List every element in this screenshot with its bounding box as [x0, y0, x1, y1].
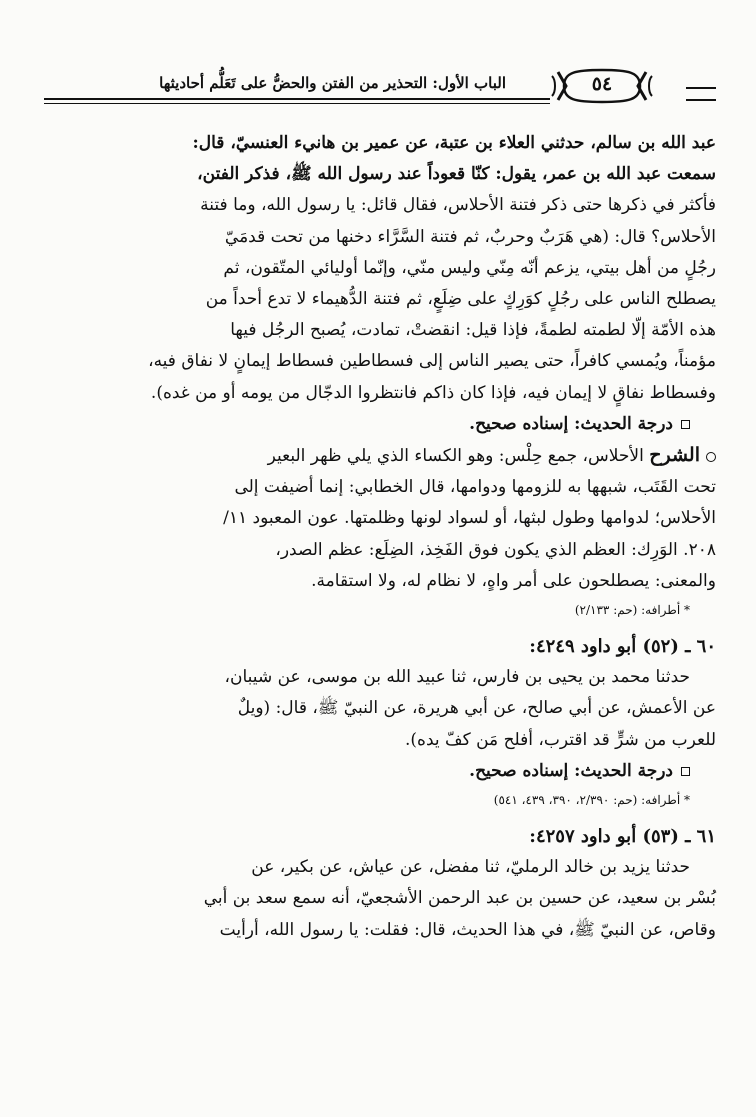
text-line: ٢٠٨. الوَرِك: العظم الذي يكون فوق الفَخِذ، الضِلَع: عظم الصدر، [275, 539, 716, 560]
header-rule-thin [44, 103, 550, 104]
text-line: للعرب من شرٍّ قد اقترب، أفلح مَن كفّ يده). [405, 729, 716, 750]
text-line: وفسطاط نفاقٍ لا إيمان فيه، فإذا كان ذاكم فانتظروا الدجّال من يومه أو من غده). [150, 382, 716, 403]
atraf-line: * أطرافه: (حم: ٢/٣٩٠، ٣٩٠، ٤٣٩، ٥٤١) [493, 793, 690, 808]
header-double-dash [686, 87, 716, 101]
page-header [44, 68, 716, 110]
text-line: فأكثر في ذكرها حتى ذكر فتنة الأحلاس، فقال قائل: يا رسول الله، وما فتنة [200, 195, 716, 216]
sharh-line [46, 440, 716, 472]
text-line: والمعنى: يصطلحون على أمر واهٍ، لا نظام له، ولا استقامة. [311, 570, 716, 591]
text-line: الأحلاس؟ قال: (هي هَرَبٌ وحربٌ، ثم فتنة السَّرَّاء دخنها من تحت قدمَيّ [224, 226, 716, 247]
hadith-grade [46, 409, 716, 440]
page-number-badge [550, 66, 654, 106]
text-line: عن الأعمش، عن أبي صالح، عن أبي هريرة، عن النبيّ ﷺ، قال: (ويلٌ [237, 698, 716, 719]
hadith-grade [46, 756, 716, 787]
sharh-text: الأحلاس، جمع حِلْس: وهو الكساء الذي يلي ظهر البعير [267, 446, 644, 467]
text-span: سمعت عبد الله بن عمر، يقول: كنّا قعوداً عند رسول الله ﷺ، فذكر الفتن، [197, 164, 716, 185]
text-line: هذه الأمّة إلّا لطمته لطمةً، فإذا قيل: انقضتْ، تمادت، يُصبح الرجُل فيها [230, 320, 716, 341]
text-line: حدثنا محمد بن يحيى بن فارس، ثنا عبيد الله بن موسى، عن شيبان، [224, 667, 690, 688]
page-number: ٥٤ [591, 73, 613, 95]
grade-text: درجة الحديث: إسناده صحيح. [469, 413, 673, 434]
atraf-line: * أطرافه: (حم: ٢/١٣٣) [574, 603, 690, 618]
text-line: عبد الله بن سالم، حدثني العلاء بن عتبة، عن عمير بن هانيء العنسيّ، قال: [192, 133, 716, 153]
text-line: وقاص، عن النبيّ ﷺ، في هذا الحديث، قال: فقلت: يا رسول الله، أرأيت [219, 919, 716, 940]
sharh-label: الشرح [649, 444, 700, 467]
hadith-heading: ٦١ ـ (٥٣) أبو داود ٤٢٥٧: [529, 826, 716, 848]
text-line: مؤمناً، ويُمسي كافراً، حتى يصير الناس إلى فسطاطين فسطاط إيمانٍ لا نفاق فيه، [148, 351, 716, 372]
text-line: تحت القَتَب، شبهها به للزومها ودوامها، قال الخطابي: إنما أضيفت إلى [234, 477, 716, 498]
square-bullet-icon [681, 420, 690, 429]
text-line [46, 159, 716, 190]
circle-bullet-icon [706, 452, 716, 462]
text-line: رجُلٍ من أهل بيتي، يزعم أنّه مِنّي وليس منّي، وإنّما أوليائي المتّقون، ثم [223, 257, 716, 278]
hadith-heading: ٦٠ ـ (٥٢) أبو داود ٤٢٤٩: [529, 636, 716, 658]
grade-text: درجة الحديث: إسناده صحيح. [469, 760, 673, 781]
text-line: حدثنا يزيد بن خالد الرمليّ، ثنا مفضل، عن عياش، عن بكير، عن [251, 857, 690, 878]
text-line: يصطلح الناس على رجُلٍ كوَرِكٍ على ضِلَعٍ، ثم فتنة الدُّهيماء لا تدع أحداً من [205, 289, 716, 310]
chapter-title: الباب الأول: التحذير من الفتن والحضُّ على تَعَلُّم أحاديثها [159, 74, 506, 92]
text-line: الأحلاس؛ لدوامها وطول لبثها، أو لسواد لونها وظلمتها. عون المعبود ١١/ [223, 508, 716, 529]
header-rule [44, 98, 550, 100]
square-bullet-icon [681, 767, 690, 776]
text-line: بُسْر بن سعيد، عن حسين بن عبد الرحمن الأشجعيّ، أنه سمع سعد بن أبي [203, 888, 716, 909]
page-body [46, 128, 716, 946]
